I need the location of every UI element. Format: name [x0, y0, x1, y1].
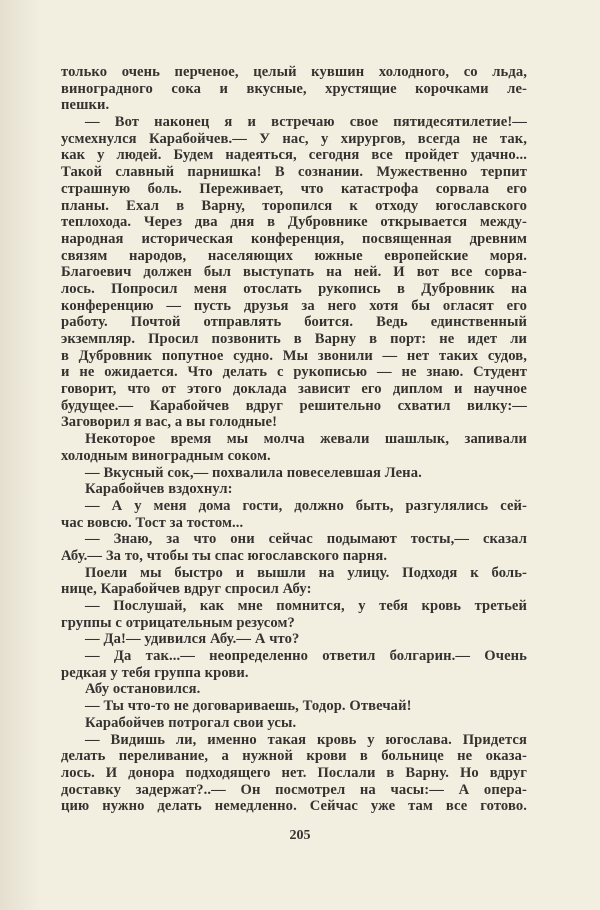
paragraph: [61, 531, 527, 564]
text-line: планы. Ехал в Варну, торопился к отходу югославского: [61, 197, 527, 214]
text-line: Заговорил я вас, а вы голодные!: [61, 414, 278, 431]
paragraph: [61, 431, 527, 464]
paragraph: [61, 698, 527, 715]
paragraph: [61, 481, 527, 498]
text-line: как у людей. Будем надеяться, сегодня все пройдет удачно...: [61, 147, 527, 164]
paragraph: [61, 465, 527, 482]
text-line: усмехнулся Карабойчев.— У нас, у хирургов, всегда не так,: [61, 130, 527, 147]
text-line: пешки.: [61, 97, 110, 114]
text-line: — А у меня дома гости, должно быть, разгулялись сей-: [85, 497, 527, 514]
text-line: Карабойчев вздохнул:: [85, 481, 233, 498]
paragraph: [61, 498, 527, 531]
paragraph: [61, 565, 527, 598]
paragraph: [61, 732, 527, 815]
text-line: только очень перченое, целый кувшин холодного, со льда,: [61, 64, 527, 80]
paragraph: [61, 64, 527, 114]
text-line: говорит, что от этого доклада зависит его диплом и научное: [61, 381, 527, 398]
text-line: — Да!— удивился Абу.— А что?: [85, 631, 300, 648]
paragraph: [61, 681, 527, 698]
text-line: лось. Попросил меня отослать рукопись в Дубровник на: [61, 280, 527, 297]
text-line: теплохода. Через два дня в Дубровнике открывается между-: [61, 214, 527, 231]
text-line: связям народов, населяющих южные европейские моря.: [61, 247, 527, 264]
text-line: Абу.— За то, чтобы ты спас югославского парня.: [61, 547, 388, 564]
text-line: в Дубровник попутное судно. Мы звонили — нет таких судов,: [61, 347, 527, 364]
text-line: — Ты что-то не договариваешь, Тодор. Отвечай!: [85, 698, 412, 715]
text-line: доставку задержат?..— Он посмотрел на часы:— А опера-: [61, 781, 527, 798]
text-line: виноградного сока и вкусные, хрустящие корочками ле-: [61, 80, 527, 97]
text-line: редкая у тебя группа крови.: [61, 664, 249, 681]
text-line: страшную боль. Переживает, что катастрофа сорвала его: [61, 180, 527, 197]
text-line: экземпляр. Просил позвонить в Варну в порт: не идет ли: [61, 331, 527, 347]
page-body-text: [61, 64, 527, 815]
text-line: Некоторое время мы молча жевали шашлык, запивали: [85, 431, 527, 448]
page-edge-shade: [0, 0, 40, 910]
text-line: — Видишь ли, именно такая кровь у югослава. Придется: [85, 731, 527, 748]
text-line: работу. Почтой отправлять боится. Ведь единственный: [61, 314, 527, 331]
text-line: Поели мы быстро и вышли на улицу. Подходя к боль-: [85, 564, 527, 581]
text-line: час вовсю. Тост за тостом...: [61, 514, 244, 531]
text-line: Благоевич должен был выступать на ней. И вот все сорва-: [61, 264, 527, 281]
text-line: конференцию — пусть друзья за него хотя бы огласят его: [61, 297, 527, 314]
text-line: нице, Карабойчев вдруг спросил Абу:: [61, 581, 312, 598]
text-line: делать переливание, а нужной крови в больнице не оказа-: [61, 748, 527, 765]
text-line: Карабойчев потрогал свои усы.: [85, 714, 297, 731]
text-line: — Знаю, за что они сейчас подымают тосты,— сказал: [85, 531, 527, 548]
text-line: — Вкусный сок,— похвалила повеселевшая Лена.: [85, 464, 422, 481]
paragraph: [61, 114, 527, 431]
text-line: — Послушай, как мне помнится, у тебя кровь третьей: [85, 598, 527, 614]
text-line: будущее.— Карабойчев вдруг решительно схватил вилку:—: [61, 397, 527, 414]
text-line: — Да так...— неопределенно ответил болгарин.— Очень: [85, 648, 527, 665]
text-line: холодным виноградным соком.: [61, 447, 271, 464]
text-line: группы с отрицательным резусом?: [61, 614, 295, 631]
text-line: Такой славный парнишка! В сознании. Мужественно терпит: [61, 164, 527, 181]
text-line: народная историческая конференция, посвященная древним: [61, 230, 527, 247]
paragraph: [61, 631, 527, 648]
text-line: лось. И донора подходящего нет. Послали в Варну. Но вдруг: [61, 764, 527, 781]
page-number: 205: [289, 828, 311, 843]
text-line: цию нужно делать немедленно. Сейчас уже там все готово.: [61, 798, 527, 815]
text-line: и не ожидается. Что делать с рукописью — не знаю. Студент: [61, 364, 527, 381]
text-line: Абу остановился.: [85, 681, 201, 698]
paragraph: [61, 648, 527, 681]
paragraph: [61, 598, 527, 631]
text-line: — Вот наконец я и встречаю свое пятидесятилетие!—: [85, 114, 527, 131]
paragraph: [61, 715, 527, 732]
